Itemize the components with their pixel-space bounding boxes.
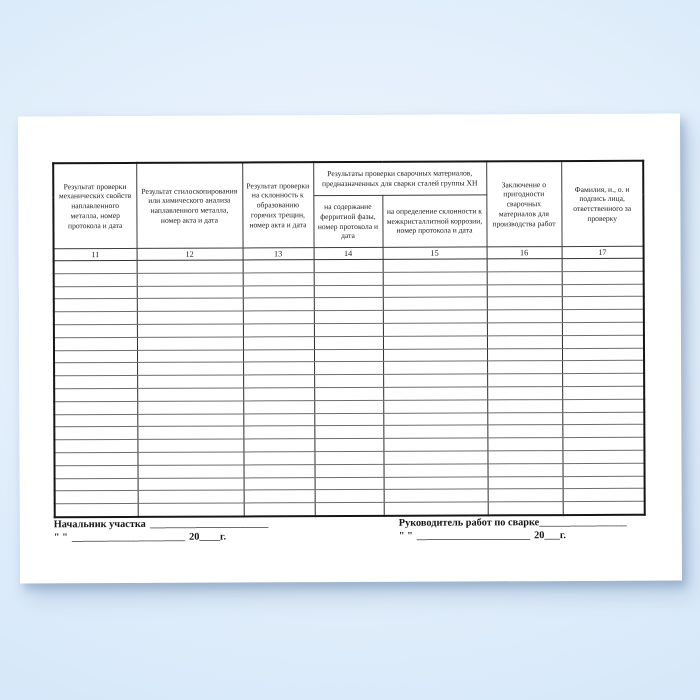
year-suffix: г. [219,531,227,543]
signature-title: Руководитель работ по сварке [398,517,540,529]
empty-cell [137,350,243,363]
column-number: 16 [487,247,562,259]
empty-cell [562,297,644,310]
empty-cell [487,425,562,438]
empty-cell [383,400,487,413]
empty-cell [562,284,644,297]
empty-cell [243,285,314,298]
empty-cell [562,335,644,348]
empty-cell [314,285,383,298]
empty-cell [243,324,314,337]
empty-cell [314,439,383,452]
empty-cell [314,349,383,362]
empty-cell [562,271,644,284]
table-row [55,501,645,517]
empty-cell [562,309,644,322]
empty-cell [487,259,562,272]
empty-cell [487,348,562,361]
empty-cell [137,324,243,337]
empty-cell [383,284,487,297]
signature-block-section-chief [54,518,269,544]
empty-cell [487,387,562,400]
empty-cell [137,311,243,324]
group-header-14-15: Результаты проверки сварочных материалов, предназначенных для сварки сталей группы ХН [313,161,486,195]
empty-cell [383,451,487,464]
empty-cell [562,373,644,386]
empty-cell [562,386,644,399]
empty-cell [383,425,487,438]
column-number: 17 [562,246,644,258]
empty-cell [137,298,243,311]
empty-cell [383,272,487,285]
empty-cell [488,489,563,502]
empty-cell [244,477,315,490]
col-header-13: Результат проверки на склонность к образованию горячих трещин, номер акта и дата [242,162,313,248]
empty-cell [487,284,562,297]
date-fill-line: ______________________ [71,531,186,543]
empty-cell [314,298,383,311]
empty-cell [562,322,644,335]
empty-cell [383,374,487,387]
empty-cell [54,427,137,440]
empty-cell [54,350,137,363]
empty-cell [138,503,244,517]
empty-cell [244,490,315,503]
signature-block-welding-supervisor [399,517,627,543]
empty-cell [487,374,562,387]
empty-cell [244,464,315,477]
empty-cell [55,504,138,518]
empty-cell [55,478,138,491]
signature-title: Начальник участка [53,518,146,531]
day-quotes: " " [398,530,413,542]
empty-cell [562,258,644,271]
empty-cell [562,399,644,412]
col-header-15: на определение склонности к межкристаллитной коррозии, номер протокола и дата [382,195,486,247]
empty-cell [314,259,383,272]
empty-cell [562,425,644,438]
empty-cell [562,361,644,374]
year-fill-line: ___ [544,529,560,541]
empty-cell [54,414,137,427]
empty-cell [243,272,314,285]
empty-cell [383,310,487,323]
col-header-12: Результат стилоскопирования или химического анализа наплавленного металла, номер акта и дата [136,162,242,248]
empty-cell [487,335,562,348]
empty-cell [562,437,644,450]
empty-cell [243,260,314,273]
day-quotes: " " [53,531,68,543]
empty-cell [137,273,243,286]
empty-cell [488,463,563,476]
empty-cell [487,451,562,464]
empty-cell [314,323,383,336]
empty-cell [384,464,488,477]
empty-cell [488,502,563,516]
empty-cell [563,463,645,476]
empty-cell [487,323,562,336]
date-line [54,531,269,544]
empty-cell [384,502,488,516]
empty-cell [314,426,383,439]
empty-cell [138,465,244,478]
empty-cell [137,286,243,299]
empty-cell [54,273,137,286]
empty-cell [314,272,383,285]
empty-cell [137,375,243,388]
empty-cell [383,297,487,310]
col-header-14: на содержание ферритной фазы, номер протокола и дата [313,195,382,247]
empty-cell [487,310,562,323]
empty-cell [243,400,314,413]
empty-cell [315,502,384,516]
empty-cell [488,476,563,489]
empty-cell [137,452,243,465]
empty-cell [384,476,488,489]
signature-line [54,518,269,531]
empty-cell [314,451,383,464]
empty-cell [315,464,384,477]
empty-cell [563,476,645,489]
empty-cell [54,440,137,453]
empty-cell [562,348,644,361]
empty-cell [243,426,314,439]
empty-cell [55,491,138,504]
empty-cell [243,362,314,375]
empty-cell [243,452,314,465]
empty-cell [243,439,314,452]
empty-cell [562,450,644,463]
empty-cell [137,439,243,452]
empty-cell [383,259,487,272]
empty-cell [315,477,384,490]
empty-cell [243,388,314,401]
empty-cell [54,452,137,465]
empty-cell [243,298,314,311]
empty-cell [54,337,137,350]
empty-cell [562,412,644,425]
year-suffix: г. [559,529,566,541]
empty-cell [383,323,487,336]
empty-cell [383,361,487,374]
empty-cell [138,490,244,503]
empty-cell [244,503,315,517]
empty-cell [54,401,137,414]
empty-cell [487,297,562,310]
empty-cell [54,363,137,376]
scanned-form-page [18,114,682,584]
empty-cell [55,465,138,478]
signature-fill-line: _______________________ [149,518,269,530]
table-body [53,161,645,518]
empty-cell [314,400,383,413]
header-row-top [53,161,643,197]
empty-cell [137,414,243,427]
year-fill-line: ____ [199,531,221,543]
empty-cell [383,336,487,349]
empty-cell [487,438,562,451]
empty-cell [137,426,243,439]
empty-cell [137,337,243,350]
empty-cell [383,387,487,400]
empty-cell [383,412,487,425]
empty-cell [314,413,383,426]
col-header-16: Заключение о пригодности сварочных материалов для производства работ [486,161,561,247]
empty-cell [137,362,243,375]
empty-cell [487,271,562,284]
empty-cell [243,336,314,349]
empty-cell [54,286,137,299]
empty-cell [487,361,562,374]
column-number: 12 [137,248,243,260]
date-fill-line: ______________________ [416,529,531,542]
col-header-17: Фамилия, и., о. и подпись лица, ответственного за проверку [561,161,643,247]
empty-cell [137,388,243,401]
date-line [399,529,627,542]
empty-cell [138,478,244,491]
empty-cell [243,349,314,362]
empty-cell [54,260,137,273]
column-number: 13 [243,248,314,260]
col-header-11: Результат проверки механических свойств наплавленного металла, номер протокола и дата [53,163,136,249]
empty-cell [384,489,488,502]
empty-cell [243,375,314,388]
empty-cell [137,401,243,414]
year-prefix: 20 [189,531,200,543]
column-number: 11 [54,248,137,260]
empty-cell [563,489,645,502]
empty-cell [314,336,383,349]
year-prefix: 20 [534,529,545,541]
empty-cell [563,501,645,515]
empty-cell [54,388,137,401]
empty-cell [54,299,137,312]
empty-cell [314,387,383,400]
empty-cell [315,490,384,503]
empty-cell [383,438,487,451]
empty-cell [314,375,383,388]
welding-materials-check-table [52,160,646,519]
signature-fill-line: _________________ [539,516,627,529]
empty-cell [243,311,314,324]
empty-cell [137,260,243,273]
empty-cell [243,413,314,426]
empty-cell [314,311,383,324]
empty-cell [487,412,562,425]
empty-cell [54,324,137,337]
signature-line [399,517,627,530]
empty-cell [54,312,137,325]
empty-cell [54,376,137,389]
empty-cell [383,348,487,361]
empty-cell [487,399,562,412]
column-number: 15 [383,247,487,259]
column-number: 14 [314,247,383,259]
empty-cell [314,362,383,375]
